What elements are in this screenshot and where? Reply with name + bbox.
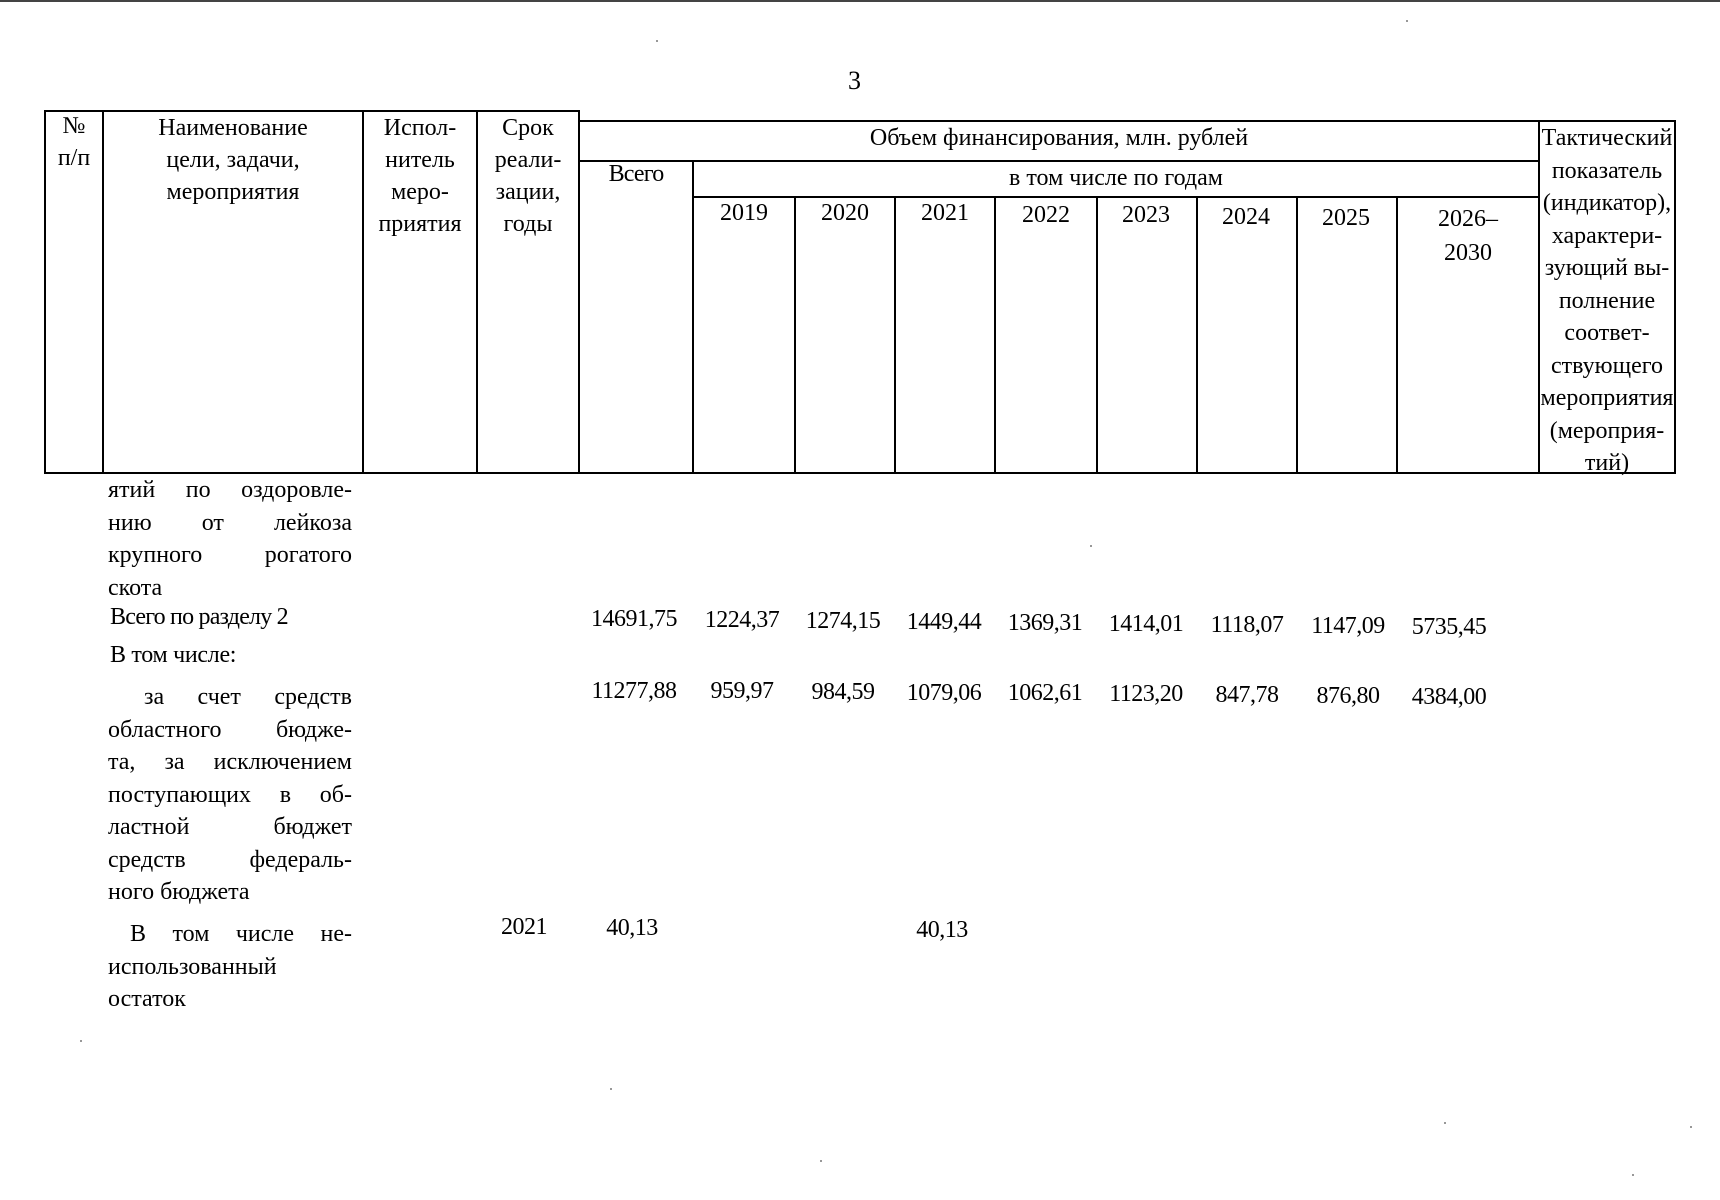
header-year-2019: 2019 [720,200,768,226]
regional-2019: 959,97 [710,678,774,704]
scan-speck [1444,1122,1446,1124]
total-section-2019: 1224,37 [704,607,780,633]
scan-speck [1632,1174,1634,1176]
unused-term: 2021 [501,914,547,940]
regional-2020: 984,59 [811,679,875,705]
continued-text: ятий по оздоровле- нию от лейкоза крупного рогатого скота [108,477,352,601]
header-year-2026-2030: 2026– 2030 [1438,206,1498,266]
header-year-2020: 2020 [821,200,869,226]
regional-2021: 1079,06 [906,680,982,706]
scan-speck [80,1040,82,1042]
regional-2025: 876,80 [1316,683,1380,709]
header-year-2025: 2025 [1322,205,1370,231]
regional-2026-2030: 4384,00 [1411,684,1487,710]
divider-2020 [894,196,896,474]
regional-2024: 847,78 [1215,682,1279,708]
header-col-total: Всего [608,161,664,187]
total-section-all: 14691,75 [591,606,677,632]
table-header [44,110,1676,474]
header-col-term: Срок реали- зации, годы [494,115,562,237]
total-section-2024: 1118,07 [1210,612,1284,638]
scan-speck [1406,20,1408,22]
total-section-2026-2030: 5735,45 [1411,614,1487,640]
header-col-name: Наименование цели, задачи, мероприятия [158,115,308,205]
regional-2022: 1062,61 [1007,680,1083,706]
page-top-border [0,0,1720,2]
header-year-2023: 2023 [1122,202,1170,228]
divider-2019 [794,196,796,474]
including-label: В том числе: [110,642,237,668]
total-section-2020: 1274,15 [805,608,881,634]
regional-2023: 1123,20 [1109,681,1183,707]
divider-2024 [1296,196,1298,474]
divider-2023 [1196,196,1198,474]
header-col-indicator: Тактический показатель (индикатор), характери- зующий вы- полнение соответ- ствующего мероприятия (мероприя- тий) [1540,125,1674,476]
scan-speck [820,1160,822,1162]
regional-all: 11277,88 [591,678,677,704]
unused-balance-text: В том числе не- использованный остаток [108,921,352,1012]
border-right [1674,120,1676,474]
header-year-2022: 2022 [1022,202,1070,228]
total-section-2023: 1414,01 [1108,611,1184,637]
header-by-years: в том числе по годам [1009,165,1223,191]
scan-speck [610,1088,612,1090]
header-year-2021: 2021 [921,200,969,226]
page-number: 3 [848,66,861,95]
scan-speck [1090,545,1092,547]
total-section-2025: 1147,09 [1311,613,1385,639]
unused-total: 40,13 [606,915,658,941]
scan-speck [1690,1126,1692,1128]
header-funding-title: Объем финансирования, млн. рублей [869,125,1249,151]
divider-total [692,160,694,474]
total-section-label: Всего по разделу 2 [110,604,288,630]
divider-2022 [1096,196,1098,474]
scan-speck [656,40,658,42]
header-col-executor: Испол- нитель меро- приятия [378,115,462,237]
total-section-2021: 1449,44 [906,609,982,635]
total-section-2022: 1369,31 [1007,610,1083,636]
regional-budget-text: за счет средств областного бюдже- та, за исключением поступающих в об- ластной бюджет средств федераль- ного бюджета [108,684,352,905]
unused-2021: 40,13 [916,917,968,943]
header-year-2024: 2024 [1222,204,1270,230]
header-col-no: № п/п [57,113,91,171]
divider-2021 [994,196,996,474]
years-divider [692,196,1538,198]
